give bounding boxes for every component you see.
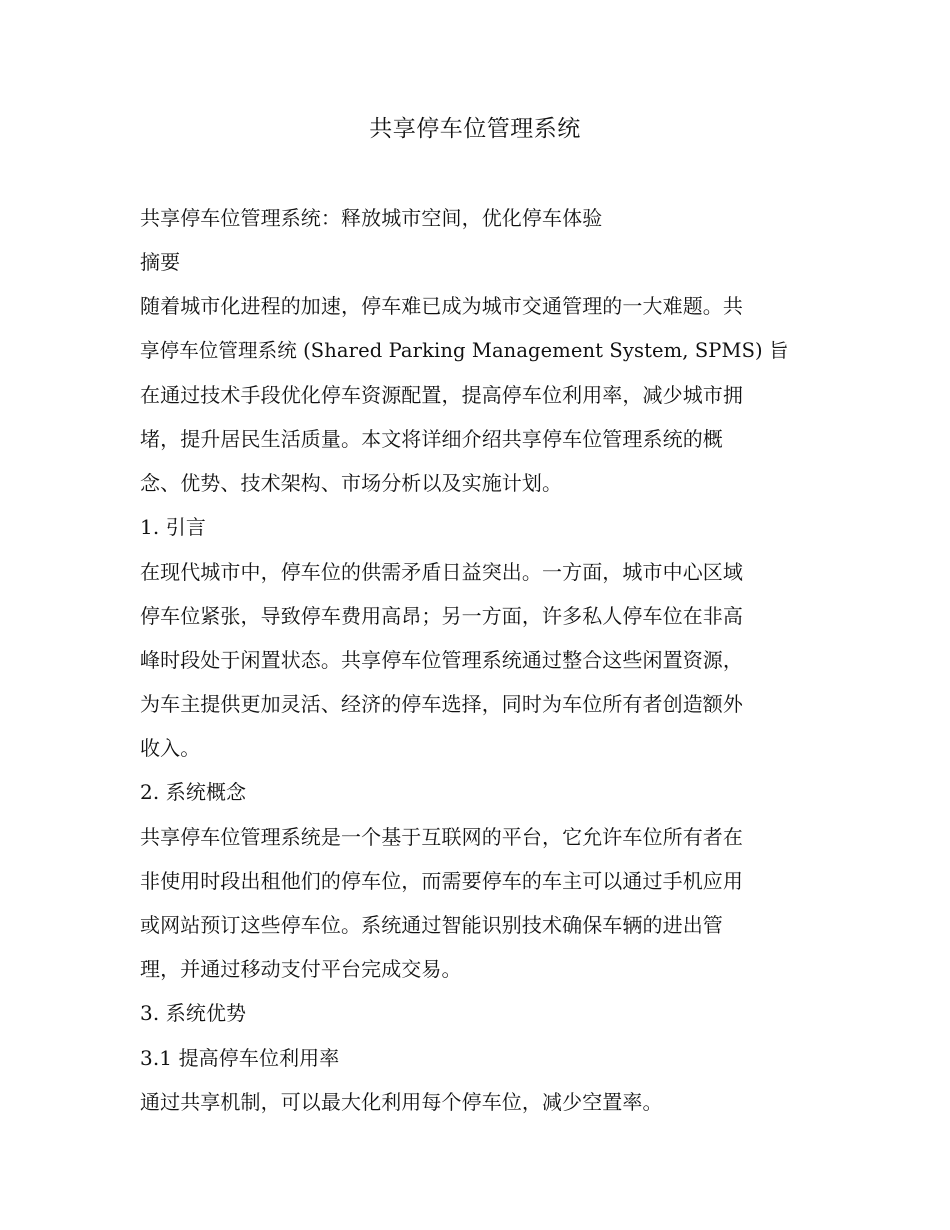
paragraph-line: 理，并通过移动支付平台完成交易。 bbox=[140, 957, 462, 982]
paragraph-line: 非使用时段出租他们的停车位，而需要停车的车主可以通过手机应用 bbox=[140, 868, 743, 893]
paragraph-line: 在现代城市中，停车位的供需矛盾日益突出。一方面，城市中心区域 bbox=[140, 559, 743, 584]
paragraph-line: 随着城市化进程的加速，停车难已成为城市交通管理的一大难题。共 bbox=[140, 294, 743, 319]
paragraph-line-mixed: 享停车位管理系统 (Shared Parking Management System, SPMS) 旨 bbox=[140, 338, 789, 362]
paragraph-line: 通过共享机制，可以最大化利用每个停车位，减少空置率。 bbox=[140, 1089, 663, 1114]
paragraph-line: 收入。 bbox=[140, 736, 201, 761]
paragraph-line: 或网站预订这些停车位。系统通过智能识别技术确保车辆的进出管 bbox=[140, 913, 723, 937]
section-heading-introduction: 1. 引言 bbox=[140, 515, 206, 540]
paragraph-line: 念、优势、技术架构、市场分析以及实施计划。 bbox=[140, 471, 563, 496]
paragraph-line: 共享停车位管理系统是一个基于互联网的平台，它允许车位所有者在 bbox=[140, 824, 743, 849]
subtitle-line: 共享停车位管理系统：释放城市空间，优化停车体验 bbox=[140, 206, 603, 230]
subsection-heading-utilization: 3.1 提高停车位利用率 bbox=[140, 1045, 340, 1070]
paragraph-line: 堵，提升居民生活质量。本文将详细介绍共享停车位管理系统的概 bbox=[140, 426, 723, 451]
paragraph-line: 在通过技术手段优化停车资源配置，提高停车位利用率，减少城市拥 bbox=[140, 382, 743, 407]
section-heading-concept: 2. 系统概念 bbox=[140, 780, 247, 805]
abstract-heading: 摘要 bbox=[140, 250, 181, 275]
section-heading-advantages: 3. 系统优势 bbox=[140, 1001, 247, 1026]
paragraph-line: 为车主提供更加灵活、经济的停车选择，同时为车位所有者创造额外 bbox=[140, 692, 743, 717]
document-body bbox=[140, 196, 800, 1124]
document-title: 共享停车位管理系统 bbox=[369, 116, 581, 142]
paragraph-line: 峰时段处于闲置状态。共享停车位管理系统通过整合这些闲置资源， bbox=[140, 647, 743, 672]
paragraph-line: 停车位紧张，导致停车费用高昂；另一方面，许多私人停车位在非高 bbox=[140, 603, 743, 628]
